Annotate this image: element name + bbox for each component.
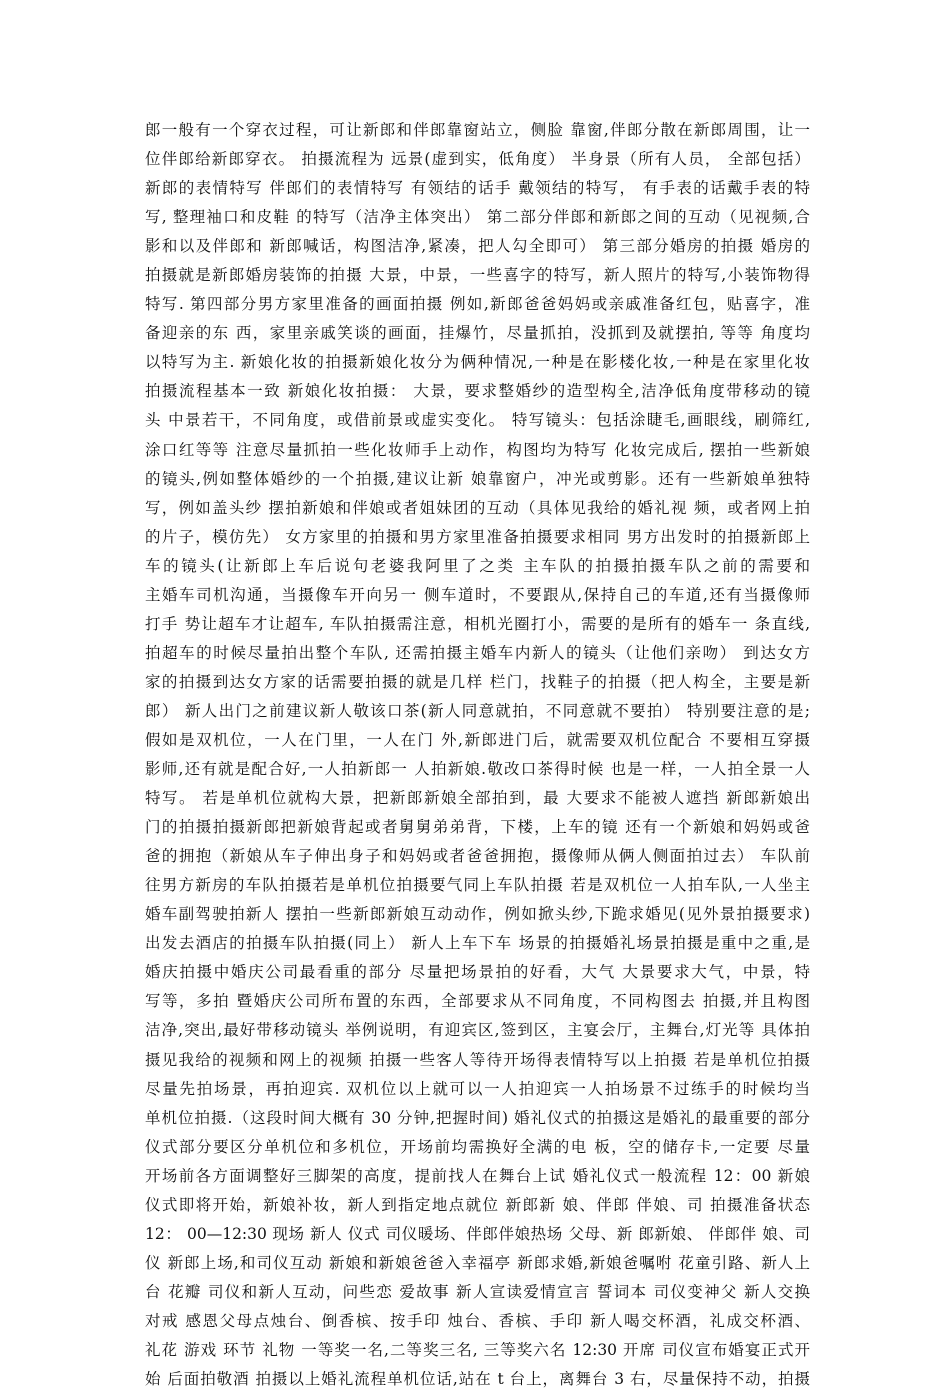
- text-line: 婚庆拍摄中婚庆公司最看重的部分 尽量把场景拍的好看，大气 大景要求大气，中景，特: [145, 963, 810, 982]
- text-line: 影师,还有就是配合好,一人拍新郎一 人拍新娘.敬改口茶得时候 也是一样，一人拍全景一人: [145, 760, 810, 779]
- text-line: 写，例如盖头纱 摆拍新娘和伴娘或者姐妹团的互动（具体见我给的婚礼视 频，或者网上拍: [145, 498, 810, 517]
- text-line: 假如是双机位，一人在门里，一人在门 外,新郎进门后，就需要双机位配合 不要相互穿摄: [145, 730, 810, 749]
- text-line: 仪式即将开始，新娘补妆，新人到指定地点就位 新郎新 娘、伴郎 伴娘、司 拍摄准备状态: [145, 1195, 810, 1214]
- text-line: 备迎亲的东 西，家里亲戚笑谈的画面，挂爆竹，尽量抓拍，没抓到及就摆拍, 等等 角度均: [145, 324, 810, 343]
- text-line: 打手 势让超车才让超车, 车队拍摄需注意，相机光圈打小，需要的是所有的婚车一 条直线,: [145, 614, 810, 633]
- text-line: 礼花 游戏 环节 礼物 一等奖一名,二等奖三名, 三等奖六名 12:30 开席 司仪宣布婚宴正式开: [145, 1340, 810, 1359]
- text-line: 尽量先拍场景，再拍迎宾. 双机位以上就可以一人拍迎宾一人拍场景不过练手的时候均当: [145, 1079, 810, 1098]
- text-line: 影和以及伴郎和 新郎喊话，构图洁净,紧凑，把人勾全即可） 第三部分婚房的拍摄 婚房的: [145, 237, 810, 256]
- text-line: 门的拍摄拍摄新郎把新娘背起或者舅舅弟弟背，下楼，上车的镜 还有一个新娘和妈妈或爸: [145, 818, 810, 837]
- text-line: 的片子，模仿先） 女方家里的拍摄和男方家里准备拍摄要求相同 男方出发时的拍摄新郎上: [145, 527, 810, 546]
- text-line: 拍超车的时候尽量拍出整个车队, 还需拍摄主婚车内新人的镜头（让他们亲吻） 到达女方: [145, 643, 810, 662]
- text-line: 郎一般有一个穿衣过程，可让新郎和伴郎靠窗站立，侧脸 靠窗,伴郎分散在新郎周围，让一: [145, 121, 810, 139]
- text-line: 洁净,突出,最好带移动镜头 举例说明，有迎宾区,签到区，主宴会厅，主舞台,灯光等 具体拍: [145, 1021, 810, 1040]
- text-line: 主婚车司机沟通，当摄像车开向另一 侧车道时，不要跟从,保持自己的车道,还有当摄像师: [145, 585, 810, 604]
- text-line: 郎） 新人出门之前建议新人敬该口茶(新人同意就拍，不同意就不要拍） 特别要注意的是;: [145, 701, 810, 720]
- text-line: 涂口红等等 注意尽量抓拍一些化妆师手上动作，构图均为特写 化妆完成后, 摆拍一些新娘: [145, 440, 810, 459]
- text-line: 拍摄就是新郎婚房装饰的拍摄 大景，中景，一些喜字的特写，新人照片的特写,小装饰物得: [145, 266, 810, 285]
- text-line: 单机位拍摄.（这段时间大概有 30 分钟,把握时间) 婚礼仪式的拍摄这是婚礼的最重要的部分: [145, 1108, 810, 1127]
- text-line: 写等，多拍 暨婚庆公司所布置的东西，全部要求从不同角度，不同构图去 拍摄,并且构图: [145, 992, 810, 1011]
- body-text: [145, 116, 810, 1394]
- text-line: 婚车副驾驶拍新人 摆拍一些新郎新娘互动动作，例如掀头纱,下跪求婚见(见外景拍摄要求): [145, 905, 810, 924]
- text-line: 拍摄流程基本一致 新娘化妆拍摄： 大景，要求整婚纱的造型构全,洁净低角度带移动的镜: [145, 382, 810, 401]
- text-line: 家的拍摄到达女方家的话需要拍摄的就是几样 栏门，找鞋子的拍摄（把人构全，主要是新: [145, 672, 810, 691]
- text-line: 特写. 第四部分男方家里准备的画面拍摄 例如,新郎爸爸妈妈或亲戚准备红包，贴喜字，准: [145, 295, 810, 314]
- text-line: 仪式部分要区分单机位和多机位，开场前均需换好全满的电 板，空的储存卡,一定要 尽量: [145, 1137, 810, 1156]
- text-line: 开场前各方面调整好三脚架的高度，提前找人在舞台上试 婚礼仪式一般流程 12：00 新娘: [145, 1166, 810, 1185]
- text-line: 12： 00—12:30 现场 新人 仪式 司仪暖场、伴郎伴娘热场 父母、新 郎新娘、 伴郎伴 娘、司: [145, 1224, 810, 1243]
- text-line: 往男方新房的车队拍摄若是单机位拍摄要气同上车队拍摄 若是双机位一人拍车队,一人坐主: [145, 876, 810, 895]
- text-line: 的镜头,例如整体婚纱的一个拍摄,建议让新 娘靠窗户，冲光或剪影。还有一些新娘单独特: [145, 469, 810, 488]
- text-line: 以特写为主. 新娘化妆的拍摄新娘化妆分为俩种情况,一种是在影楼化妆,一种是在家里化妆: [145, 353, 810, 372]
- text-line: 写, 整理袖口和皮鞋 的特写（洁净主体突出） 第二部分伴郎和新郎之间的互动（见视频,合: [145, 208, 810, 227]
- text-line: 台 花瓣 司仪和新人互动，问些恋 爱故事 新人宣读爱情宣言 誓词本 司仪变神父 新人交换: [145, 1282, 810, 1301]
- text-line: 新郎的表情特写 伴郎们的表情特写 有领结的话手 戴领结的特写， 有手表的话戴手表的特: [145, 179, 810, 198]
- text-line: 始 后面拍敬酒 拍摄以上婚礼流程单机位话,站在 t 台上，离舞台 3 右，尽量保持不动，拍摄: [145, 1370, 810, 1389]
- text-line: 特写。 若是单机位就构大景，把新郎新娘全部拍到，最 大要求不能被人遮挡 新郎新娘出: [145, 789, 810, 808]
- text-line: 爸的拥抱（新娘从车子伸出身子和妈妈或者爸爸拥抱，摄像师从俩人侧面拍过去） 车队前: [145, 847, 810, 866]
- text-line: 摄见我给的视频和网上的视频 拍摄一些客人等待开场得表情特写以上拍摄 若是单机位拍摄: [145, 1050, 810, 1069]
- text-line: 出发去酒店的拍摄车队拍摄(同上） 新人上车下车 场景的拍摄婚礼场景拍摄是重中之重,是: [145, 934, 810, 953]
- text-line: 车的镜头(让新郎上车后说句老婆我阿里了之类 主车队的拍摄拍摄车队之前的需要和: [145, 556, 810, 575]
- text-line: 仪 新郎上场,和司仪互动 新娘和新娘爸爸入幸福亭 新郎求婚,新娘爸嘱咐 花童引路、新人上: [145, 1253, 810, 1272]
- text-line: 头 中景若干，不同角度，或借前景或虚实变化。 特写镜头：包括涂睫毛,画眼线，刷筛红,: [145, 411, 810, 430]
- text-line: 对戒 感恩父母点烛台、倒香槟、按手印 烛台、香槟、手印 新人喝交杯酒，礼成交杯酒、: [145, 1311, 810, 1330]
- text-line: 位伴郎给新郎穿衣。 拍摄流程为 远景(虚到实，低角度） 半身景（所有人员， 全部包括）: [145, 150, 810, 169]
